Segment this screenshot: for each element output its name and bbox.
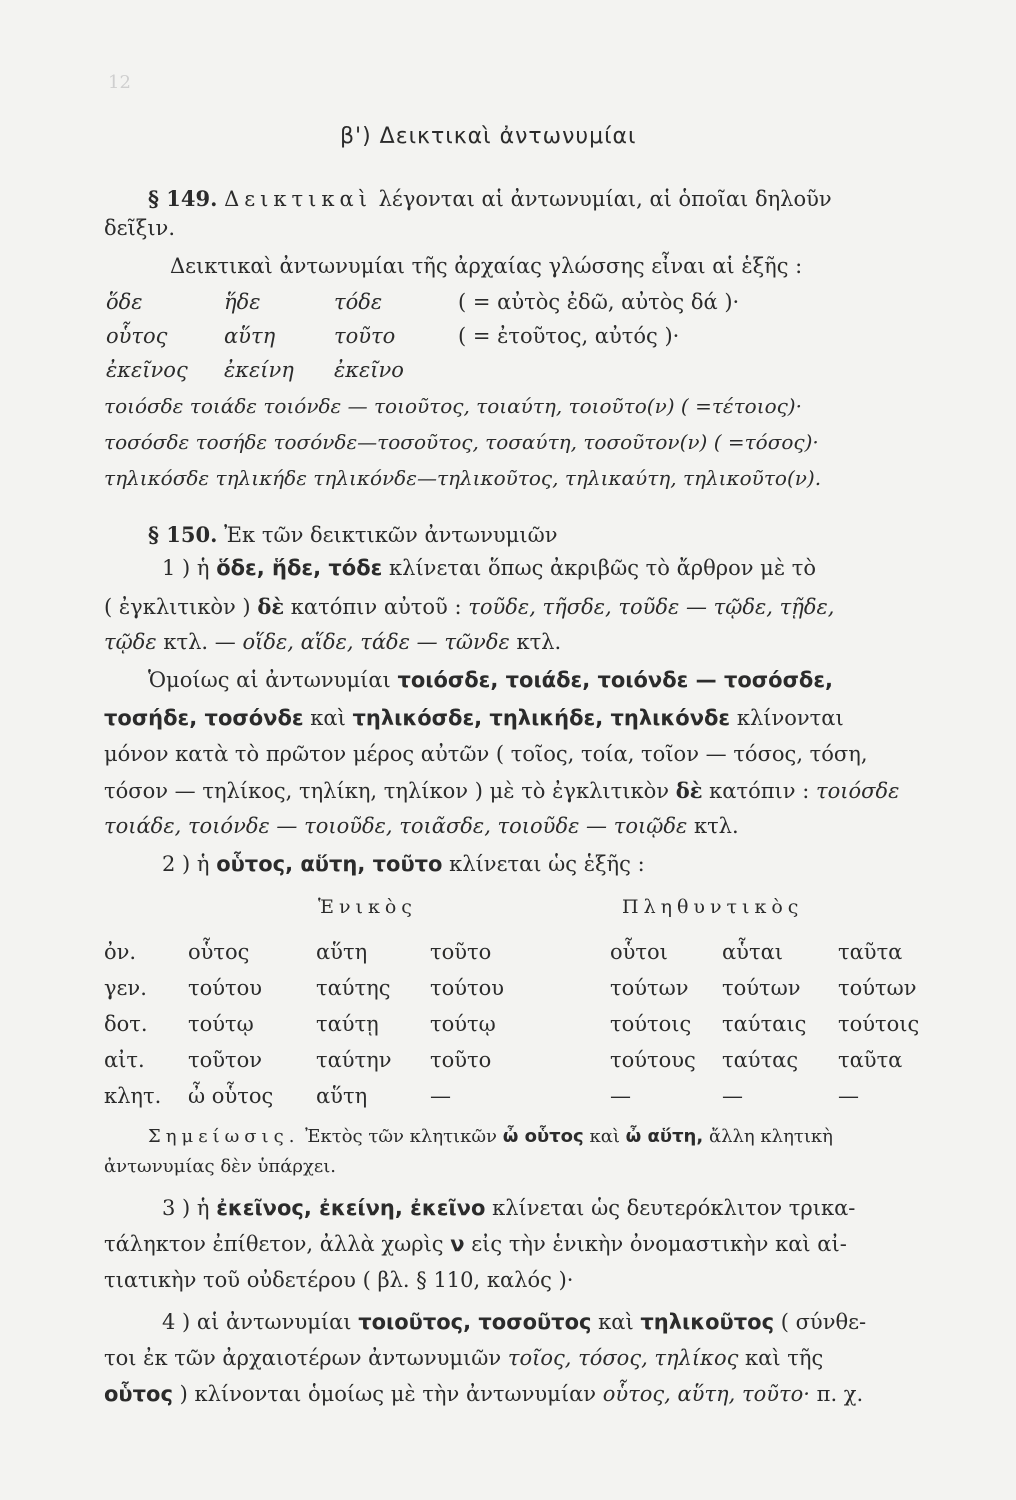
- plural-neut: ταῦτα: [838, 940, 903, 964]
- page-number: 12: [108, 72, 131, 93]
- singular-masc: ὦ οὗτος: [188, 1084, 274, 1108]
- text: κατόπιν :: [709, 779, 810, 803]
- singular-neut: τούτου: [430, 976, 505, 1000]
- text: κλίνεται ὅπως ἀκριβῶς τὸ ἄρθρον μὲ τὸ: [389, 556, 817, 580]
- paragraph-149-line-1: [148, 186, 832, 211]
- text: κλίνεται ὡς δευτερόκλιτον τρικα-: [492, 1196, 856, 1220]
- singular-fem: ταύτην: [316, 1048, 392, 1072]
- italic-forms: τοιόσδε: [815, 779, 900, 803]
- pronoun-gloss: ( = αὐτὸς ἐδῶ, αὐτὸς δά )·: [458, 290, 740, 314]
- spaced-term: Δεικτικαὶ: [224, 187, 372, 211]
- text: κλίνονται: [736, 706, 844, 730]
- case-label: ὀν.: [104, 940, 137, 964]
- singular-masc: τούτῳ: [188, 1012, 254, 1036]
- item-3-line-1: [162, 1196, 855, 1220]
- plural-neut: —: [838, 1084, 859, 1108]
- text: 4 ) αἱ ἀντωνυμίαι: [162, 1310, 352, 1334]
- pronoun-masc: ὅδε: [106, 290, 143, 314]
- plural-masc: οὗτοι: [610, 940, 668, 964]
- homoios-line-3: μόνον κατὰ τὸ πρῶτον μέρος αὐτῶν ( τοῖος, τοία, τοῖον — τόσος, τόση,: [104, 742, 868, 766]
- plural-masc: τούτοις: [610, 1012, 692, 1036]
- section-title: β') Δεικτικαὶ ἀντωνυμίαι: [340, 124, 637, 149]
- singular-masc: τούτου: [188, 976, 263, 1000]
- singular-fem: ταύτῃ: [316, 1012, 379, 1036]
- italic-forms: οὗτος, αὕτη, τοῦτο·: [602, 1382, 810, 1406]
- text: λέγονται αἱ ἀντωνυμίαι, αἱ ὁποῖαι δηλοῦν: [378, 187, 832, 211]
- bold-term: οὗτος: [104, 1382, 173, 1406]
- pronoun-line-telikosde: τηλικόσδε τηλικήδε τηλικόνδε—τηλικοῦτος, τηλικαύτη, τηλικοῦτο(ν).: [104, 466, 822, 490]
- plural-fem: —: [722, 1084, 743, 1108]
- pronoun-neut: τόδε: [334, 290, 383, 314]
- text: ( σύνθε-: [780, 1310, 867, 1334]
- text: κατόπιν αὐτοῦ :: [290, 595, 462, 619]
- plural-fem: τούτων: [722, 976, 801, 1000]
- italic-forms: οἵδε, αἵδε, τάδε — τῶνδε: [242, 630, 510, 654]
- singular-neut: τούτῳ: [430, 1012, 496, 1036]
- plural-header: Πληθυντικὸς: [622, 896, 804, 918]
- item-4-line-3: [104, 1382, 863, 1406]
- text: τοι ἐκ τῶν ἀρχαιοτέρων ἀντωνυμιῶν: [104, 1346, 502, 1370]
- text: καὶ: [589, 1126, 620, 1147]
- paragraph-149-line-2: δεῖξιν.: [104, 216, 175, 240]
- text: 1 ) ἡ: [162, 556, 210, 580]
- plural-fem: ταύτας: [722, 1048, 799, 1072]
- plural-masc: —: [610, 1084, 631, 1108]
- item-4-line-2: [104, 1346, 823, 1370]
- case-label: κλητ.: [104, 1084, 162, 1108]
- text: 3 ) ἡ: [162, 1196, 210, 1220]
- note-line-2: ἀντωνυμίας δὲν ὑπάρχει.: [104, 1156, 337, 1177]
- text: ) κλίνονται ὁμοίως μὲ τὴν ἀντωνυμίαν: [179, 1382, 597, 1406]
- pronoun-gloss: ( = ἐτοῦτος, αὐτός )·: [458, 324, 680, 348]
- bold-term: τοιοῦτος, τοσοῦτος: [358, 1310, 592, 1334]
- pronoun-masc: οὗτος: [106, 324, 168, 348]
- note-line-1: [148, 1126, 833, 1147]
- pronoun-fem: ἐκείνη: [224, 358, 294, 382]
- text: τάληκτον ἐπίθετον, ἀλλὰ χωρὶς: [104, 1232, 444, 1256]
- text: π. χ.: [816, 1382, 864, 1406]
- pronoun-fem: αὕτη: [224, 324, 276, 348]
- text: καὶ τῆς: [745, 1346, 824, 1370]
- singular-neut: —: [430, 1084, 451, 1108]
- note-label: Σημείωσις.: [148, 1126, 300, 1147]
- text: ( ἐγκλιτικὸν ): [104, 595, 251, 619]
- singular-masc: τοῦτον: [188, 1048, 263, 1072]
- item-4-line-1: [162, 1310, 866, 1334]
- pronoun-neut: τοῦτο: [334, 324, 396, 348]
- text: καὶ: [598, 1310, 634, 1334]
- bold-term: τηλικόσδε, τηλικήδε, τηλικόνδε: [352, 706, 731, 730]
- text: κλίνεται ὡς ἑξῆς :: [449, 852, 645, 876]
- singular-fem: ταύτης: [316, 976, 391, 1000]
- item-1-line-2: [104, 594, 834, 619]
- plural-masc: τούτους: [610, 1048, 696, 1072]
- text: ἄλλη κλητικὴ: [708, 1126, 833, 1147]
- plural-neut: τούτοις: [838, 1012, 920, 1036]
- text: 2 ) ἡ: [162, 852, 210, 876]
- case-label: αἰτ.: [104, 1048, 145, 1072]
- singular-neut: τοῦτο: [430, 1048, 492, 1072]
- bold-term: ὦ αὕτη,: [625, 1126, 704, 1147]
- italic-forms: τοῦδε, τῆσδε, τοῦδε — τῷδε, τῇδε,: [468, 595, 835, 619]
- text: καὶ: [310, 706, 346, 730]
- case-label: γεν.: [104, 976, 147, 1000]
- homoios-line-1: [148, 668, 833, 692]
- homoios-line-2: [104, 706, 844, 730]
- text: Ἐκ τῶν δεικτικῶν ἀντωνυμιῶν: [224, 523, 558, 547]
- text: κτλ.: [693, 814, 739, 838]
- item-3-line-2: [104, 1232, 847, 1256]
- pronoun-neut: ἐκεῖνο: [334, 358, 404, 382]
- text: κτλ. —: [163, 630, 236, 654]
- item-3-line-3: τιατικὴν τοῦ οὐδετέρου ( βλ. § 110, καλός )·: [104, 1268, 574, 1292]
- italic-forms: τοῖος, τόσος, τηλίκος: [507, 1346, 739, 1370]
- bold-term: τηλικοῦτος: [640, 1310, 775, 1334]
- text: τόσον — τηλίκος, τηλίκη, τηλίκον ) μὲ τὸ ἐγκλιτικὸν: [104, 779, 670, 803]
- section-number: § 150.: [148, 522, 218, 547]
- singular-fem: αὕτη: [316, 940, 368, 964]
- bold-term: τοσήδε, τοσόνδε: [104, 706, 304, 730]
- plural-fem: αὗται: [722, 940, 783, 964]
- pronoun-fem: ἥδε: [224, 290, 261, 314]
- singular-header: Ἑνικὸς: [318, 896, 417, 918]
- plural-neut: ταῦτα: [838, 1048, 903, 1072]
- bold-term: δὲ: [257, 594, 285, 619]
- paragraph-150-head: [148, 522, 557, 547]
- text: εἰς τὴν ἑνικὴν ὀνομαστικὴν καὶ αἰ-: [471, 1232, 847, 1256]
- pronoun-line-toiosde: τοιόσδε τοιάδε τοιόνδε — τοιοῦτος, τοιαύτη, τοιοῦτο(ν) ( =τέτοιος)·: [104, 394, 802, 418]
- homoios-line-4: [104, 778, 899, 803]
- bold-term: οὗτος, αὕτη, τοῦτο: [216, 852, 443, 876]
- singular-masc: οὗτος: [188, 940, 250, 964]
- text: Ἐκτὸς τῶν κλητικῶν: [305, 1126, 497, 1147]
- text: Ὁμοίως αἱ ἀντωνυμίαι: [148, 668, 391, 692]
- bold-term: ἐκεῖνος, ἐκείνη, ἐκεῖνο: [216, 1196, 486, 1220]
- item-1-line-1: [162, 556, 816, 580]
- bold-term: δὲ: [675, 778, 703, 803]
- text: κτλ.: [516, 630, 562, 654]
- case-label: δοτ.: [104, 1012, 148, 1036]
- paragraph-149-intro: Δεικτικαὶ ἀντωνυμίαι τῆς ἀρχαίας γλώσσης εἶναι αἱ ἑξῆς :: [170, 254, 803, 278]
- singular-neut: τοῦτο: [430, 940, 492, 964]
- pronoun-masc: ἐκεῖνος: [106, 358, 188, 382]
- bold-term: ὅδε, ἥδε, τόδε: [216, 556, 383, 580]
- plural-fem: ταύταις: [722, 1012, 807, 1036]
- section-number: § 149.: [148, 186, 218, 211]
- singular-fem: αὕτη: [316, 1084, 368, 1108]
- bold-term: ν: [450, 1232, 465, 1256]
- item-2-line: [162, 852, 645, 876]
- homoios-line-5: [104, 814, 739, 838]
- bold-term: ὦ οὗτος: [502, 1126, 584, 1147]
- italic-forms: τῷδε: [104, 630, 157, 654]
- italic-forms: τοιάδε, τοιόνδε — τοιοῦδε, τοιᾶσδε, τοιοῦδε — τοιῷδε: [104, 814, 688, 838]
- item-1-line-3: [104, 630, 561, 654]
- pronoun-line-tososde: τοσόσδε τοσήδε τοσόνδε—τοσοῦτος, τοσαύτη, τοσοῦτον(ν) ( =τόσος)·: [104, 430, 819, 454]
- bold-term: τοιόσδε, τοιάδε, τοιόνδε — τοσόσδε,: [397, 668, 834, 692]
- plural-neut: τούτων: [838, 976, 917, 1000]
- plural-masc: τούτων: [610, 976, 689, 1000]
